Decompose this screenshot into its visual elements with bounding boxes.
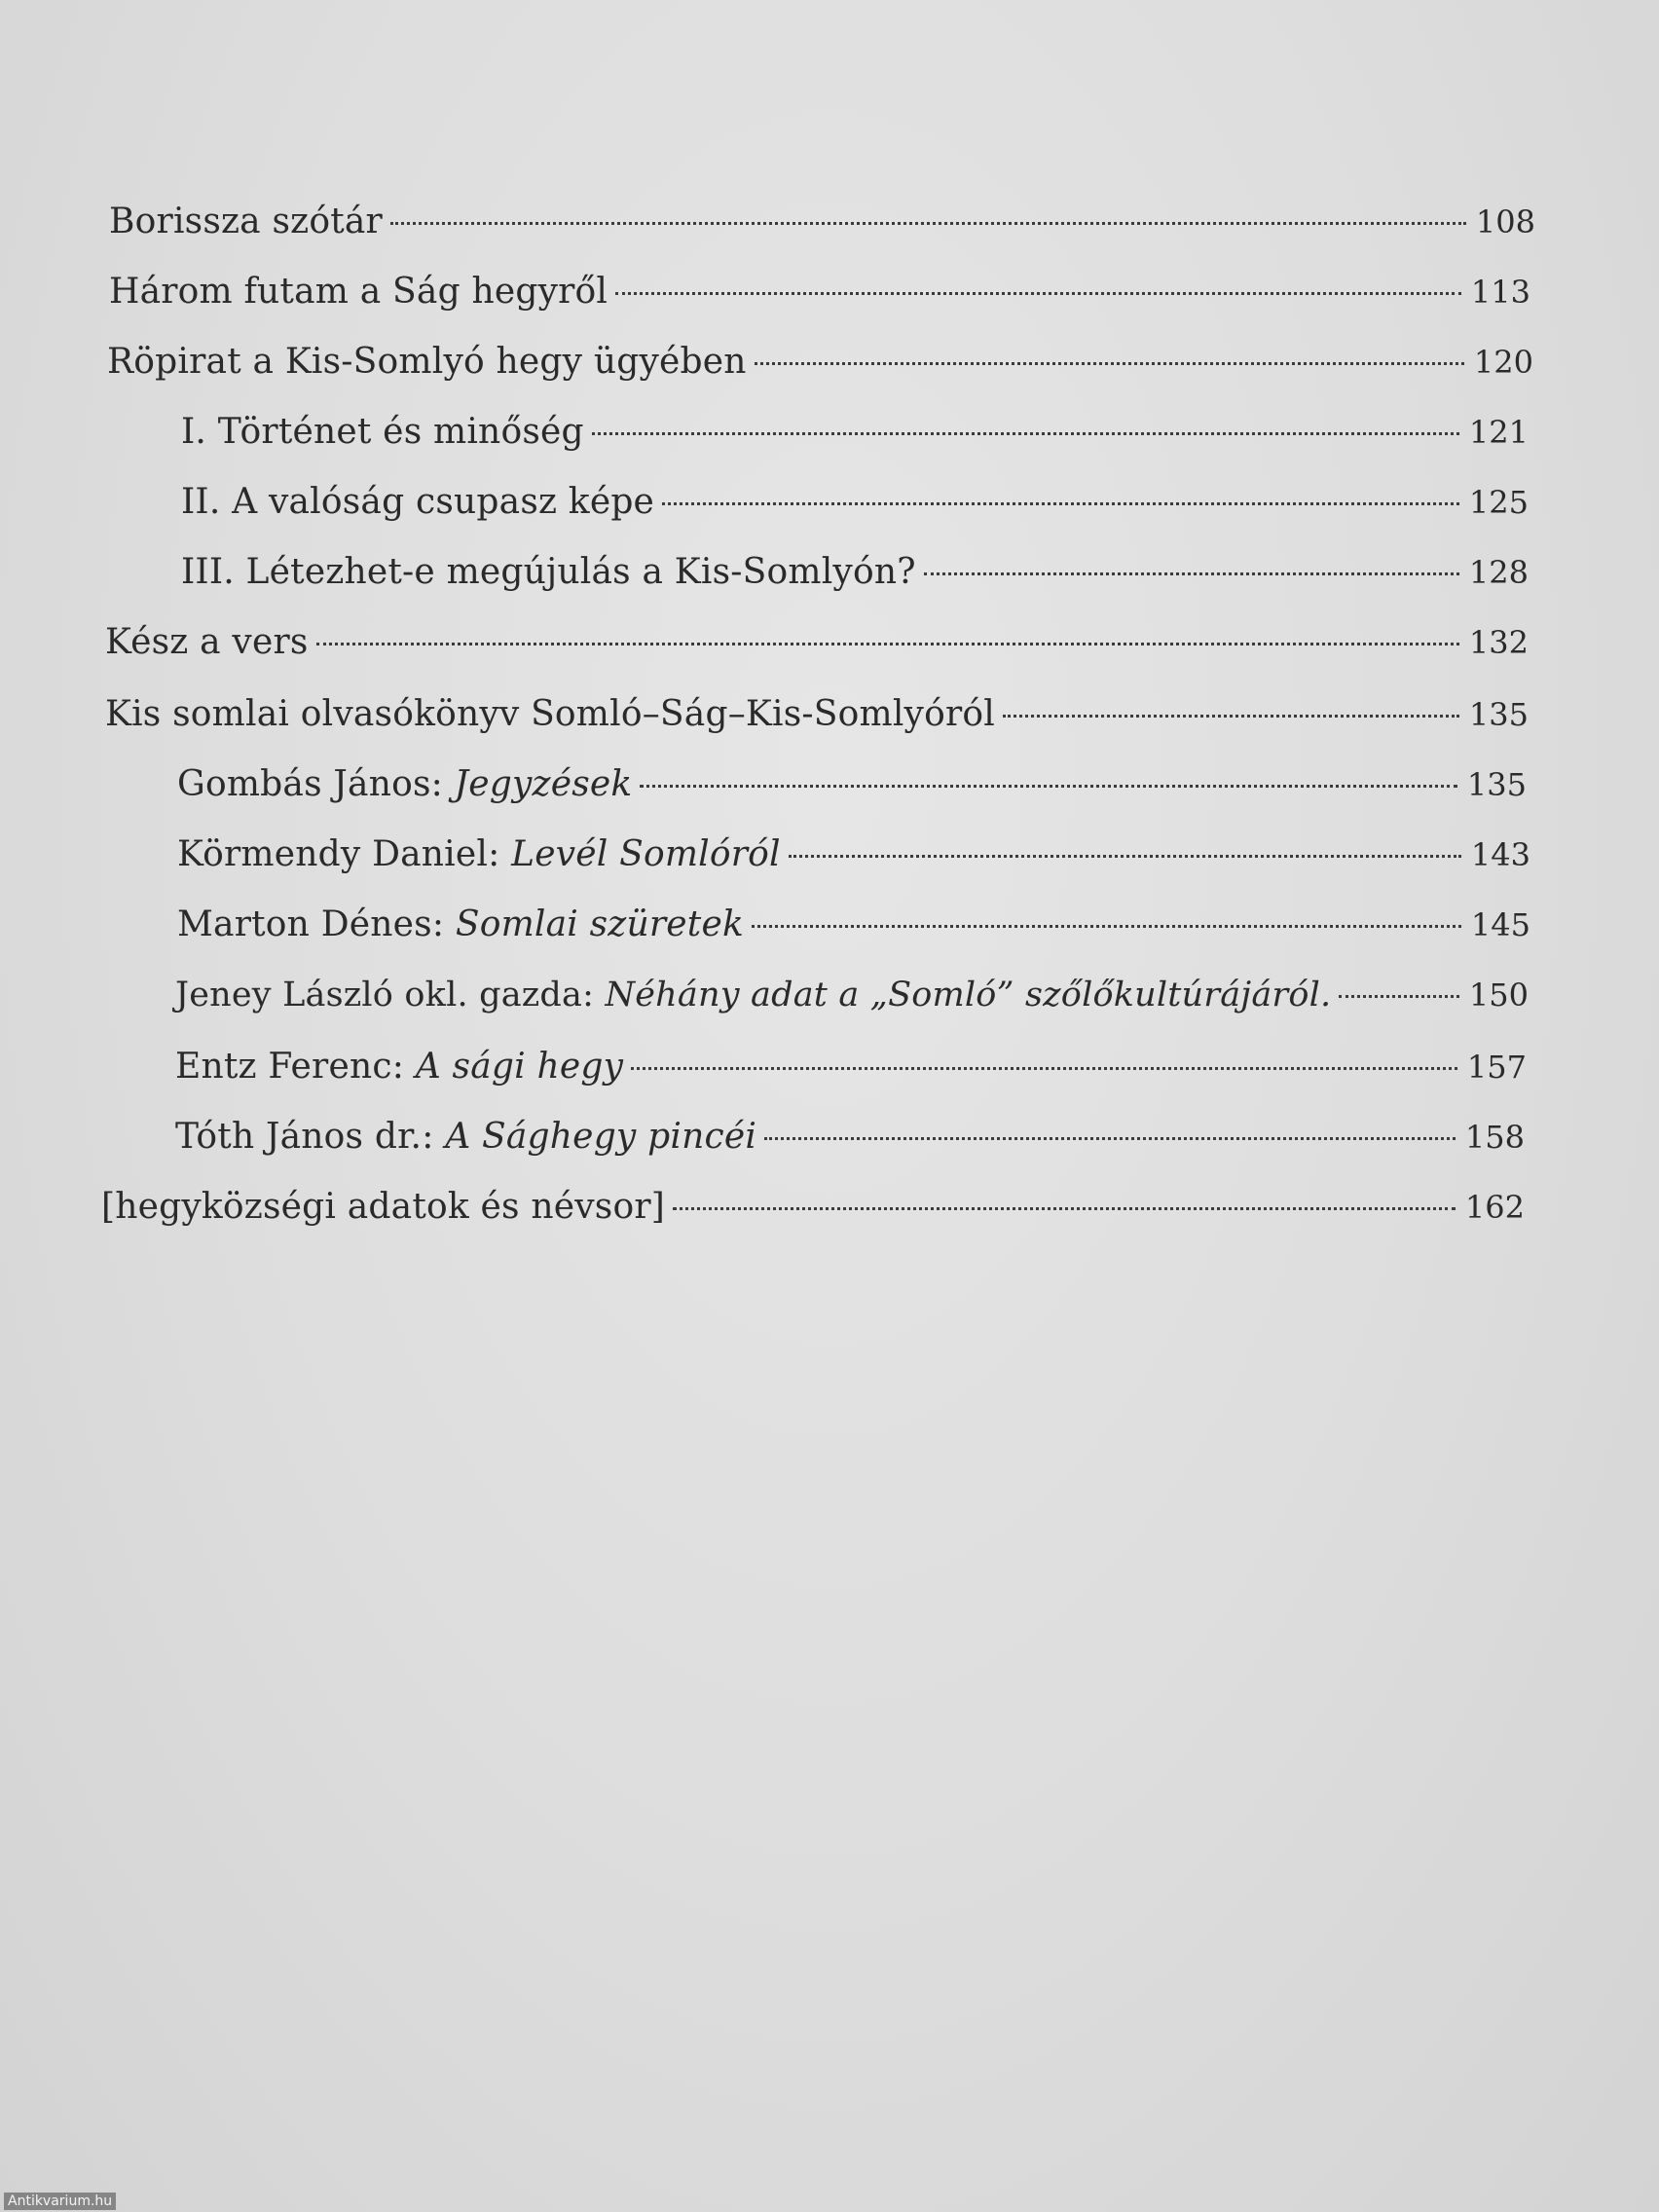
dot-leader: [615, 292, 1461, 295]
entry-author: Marton Dénes:: [177, 904, 445, 944]
toc-entry: [177, 757, 1527, 812]
entry-title: Borissza szótár: [109, 202, 383, 241]
entry-page-number: 108: [1475, 203, 1535, 240]
entry-page-number: 132: [1468, 624, 1529, 661]
entry-page-number: 128: [1468, 554, 1529, 591]
entry-author: Jeney László okl. gazda:: [175, 976, 595, 1014]
toc-entry: [101, 1180, 1525, 1235]
entry-work-title: Jegyzések: [454, 764, 633, 804]
dot-leader: [764, 1137, 1456, 1140]
dot-leader: [1339, 995, 1459, 998]
entry-work-title: A sági hegy: [415, 1047, 624, 1087]
entry-page-number: 121: [1468, 414, 1529, 451]
entry-title: [175, 1040, 623, 1094]
dot-leader: [752, 925, 1461, 928]
entry-work-title: A Sághegy pincéi: [445, 1117, 757, 1157]
dot-leader: [592, 432, 1459, 435]
dot-leader: [631, 1067, 1457, 1070]
entry-title: Kis somlai olvasókönyv Somló–Ság–Kis-Somlyóról: [105, 694, 995, 734]
toc-entry: [181, 405, 1529, 460]
entry-page-number: 145: [1470, 906, 1530, 943]
entry-author: Entz Ferenc:: [175, 1047, 405, 1087]
entry-page-number: 150: [1468, 977, 1529, 1014]
entry-title: [177, 757, 632, 812]
entry-title: II. A valóság csupasz képe: [181, 482, 655, 522]
toc-entry: [109, 265, 1530, 319]
toc-entry: [181, 475, 1529, 530]
dot-leader: [924, 572, 1459, 575]
toc-entry: [175, 1110, 1525, 1164]
entry-title: Kész a vers: [105, 622, 309, 662]
toc-entry: [105, 615, 1529, 670]
entry-title: [175, 968, 1331, 1022]
entry-title: [175, 1110, 756, 1164]
entry-work-title: Levél Somlóról: [511, 834, 781, 874]
entry-title: Röpirat a Kis-Somlyó hegy ügyében: [107, 342, 747, 382]
entry-author: Tóth János dr.:: [175, 1117, 434, 1157]
entry-author: Gombás János:: [177, 764, 443, 804]
dot-leader: [316, 643, 1459, 645]
entry-title: Három futam a Ság hegyről: [109, 272, 608, 312]
toc-entry: [109, 195, 1535, 249]
dot-leader: [789, 855, 1461, 858]
entry-page-number: 135: [1468, 696, 1529, 733]
dot-leader: [755, 362, 1464, 365]
entry-page-number: 157: [1466, 1049, 1527, 1086]
entry-title: [177, 828, 781, 882]
toc-entry: [177, 898, 1530, 952]
entry-page-number: 120: [1473, 344, 1533, 381]
toc-entry: [105, 687, 1529, 742]
entry-author: Körmendy Daniel:: [177, 834, 500, 874]
entry-title: III. Létezhet-e megújulás a Kis-Somlyón?: [181, 552, 916, 592]
entry-page-number: 143: [1470, 836, 1530, 873]
dot-leader: [640, 785, 1457, 788]
toc-entry: [107, 335, 1533, 389]
toc-entry: [181, 545, 1529, 600]
dot-leader: [662, 502, 1459, 505]
entry-title: [hegyközségi adatok és névsor]: [101, 1187, 665, 1227]
toc-entry: [177, 828, 1530, 882]
entry-work-title: Néhány adat a „Somló” szőlőkultúrájáról.: [605, 976, 1332, 1014]
watermark: Antikvarium.hu: [4, 2193, 116, 2210]
toc-entry: [175, 1040, 1527, 1094]
entry-page-number: 135: [1466, 766, 1527, 803]
entry-title: [177, 898, 744, 952]
entry-title: I. Történet és minőség: [181, 412, 584, 452]
entry-page-number: 158: [1464, 1119, 1525, 1156]
entry-page-number: 162: [1464, 1189, 1525, 1226]
entry-work-title: Somlai szüretek: [455, 904, 744, 944]
dot-leader: [390, 222, 1466, 225]
dot-leader: [673, 1207, 1456, 1210]
dot-leader: [1003, 715, 1459, 718]
toc-entry: [175, 968, 1529, 1022]
entry-page-number: 113: [1470, 274, 1530, 311]
entry-page-number: 125: [1468, 484, 1529, 521]
